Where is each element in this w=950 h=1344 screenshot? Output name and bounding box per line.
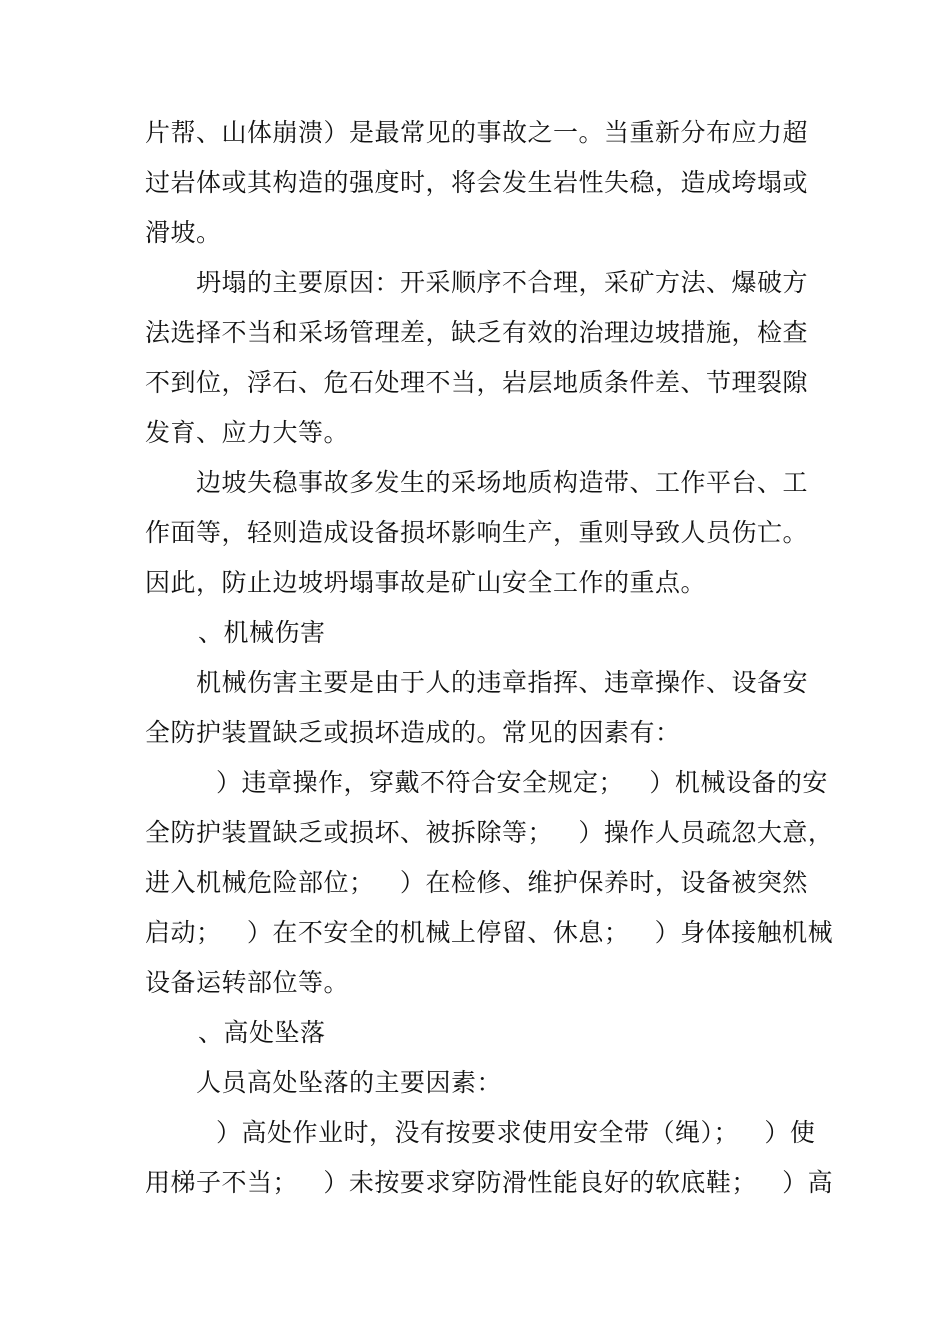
section-heading-fall-from-height: 、高处坠落 [198, 1018, 326, 1047]
paragraph-first-line: 人员高处坠落的主要因素： [196, 1068, 503, 1097]
paragraph-first-line: 坍塌的主要原因：开采顺序不合理，采矿方法、爆破方 [196, 268, 809, 297]
section-heading-mechanical-injury: 、机械伤害 [198, 618, 326, 647]
paragraph-first-line: ）违章操作，穿戴不符合安全规定； ）机械设备的安 [216, 768, 828, 797]
text-line: 片帮、山体崩溃）是最常见的事故之一。当重新分布应力超 [145, 118, 809, 147]
paragraph-first-line: 机械伤害主要是由于人的违章指挥、违章操作、设备安 [196, 668, 809, 697]
text-line: 发育、应力大等。 [145, 418, 350, 447]
text-line: 过岩体或其构造的强度时，将会发生岩性失稳，造成垮塌或 [145, 168, 809, 197]
paragraph-first-line: ）高处作业时，没有按要求使用安全带（绳）； ）使 [216, 1118, 816, 1147]
text-line: 作面等，轻则造成设备损坏影响生产，重则导致人员伤亡。 [145, 518, 809, 547]
text-line: 进入机械危险部位； ）在检修、维护保养时，设备被突然 [145, 868, 808, 897]
text-line: 法选择不当和采场管理差，缺乏有效的治理边坡措施，检查 [145, 318, 809, 347]
text-line: 用梯子不当； ）未按要求穿防滑性能良好的软底鞋； ）高 [145, 1168, 834, 1197]
text-line: 设备运转部位等。 [145, 968, 350, 997]
text-line: 启动； ）在不安全的机械上停留、休息； ）身体接触机械 [145, 918, 834, 947]
text-line: 全防护装置缺乏或损坏造成的。常见的因素有： [145, 718, 681, 747]
text-line: 全防护装置缺乏或损坏、被拆除等； ）操作人员疏忽大意， [145, 818, 834, 847]
text-line: 滑坡。 [145, 218, 222, 247]
paragraph-first-line: 边坡失稳事故多发生的采场地质构造带、工作平台、工 [196, 468, 809, 497]
text-line: 不到位，浮石、危石处理不当，岩层地质条件差、节理裂隙 [145, 368, 809, 397]
text-line: 因此，防止边坡坍塌事故是矿山安全工作的重点。 [145, 568, 707, 597]
